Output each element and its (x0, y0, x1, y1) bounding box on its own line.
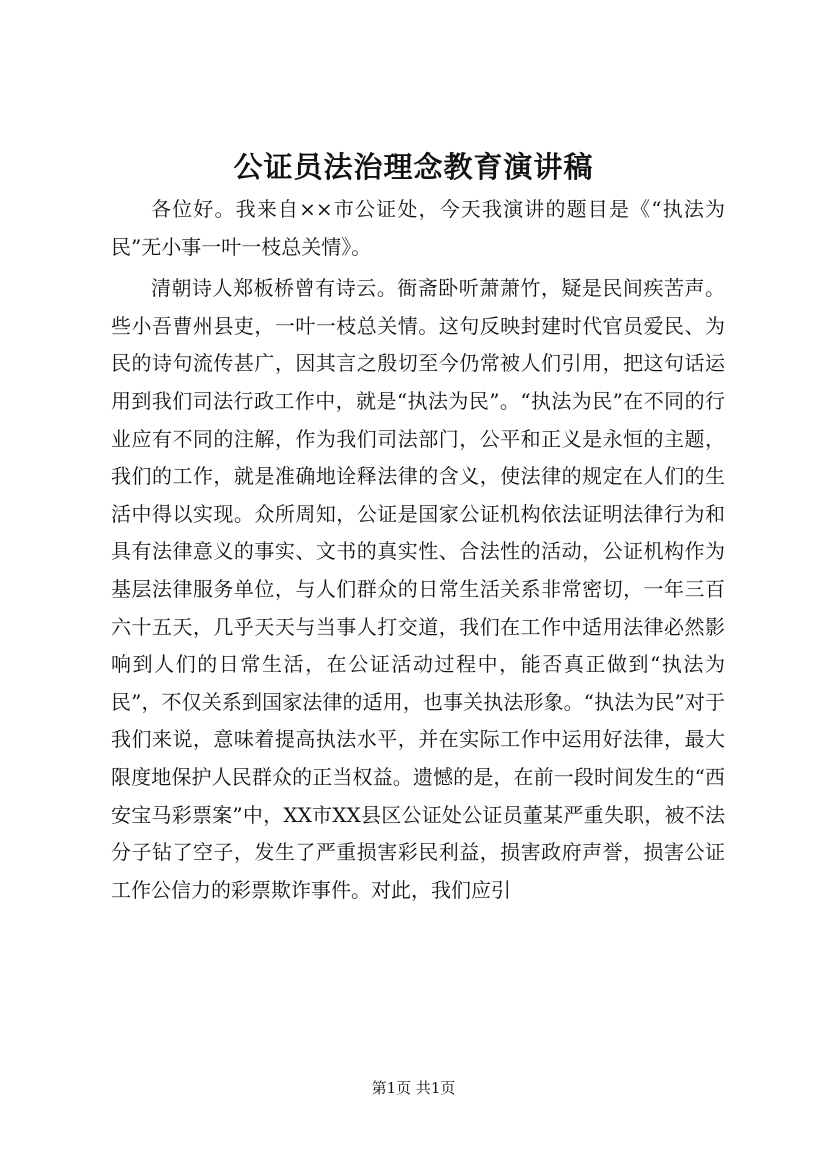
paragraph-greeting: 各位好。我来自××市公证处，今天我演讲的题目是《“执法为民”无小事一叶一枝总关情》。 (111, 197, 725, 259)
document-title: 公证员法治理念教育演讲稿 (233, 150, 594, 184)
page-number-footer: 第1页 共1页 (371, 1079, 456, 1097)
document-body (111, 191, 725, 909)
paragraph-main: 清朝诗人郑板桥曾有诗云。衙斋卧听萧萧竹，疑是民间疾苦声。些小吾曹州县吏，一叶一枝总关情。这句反映封建时代官员爱民、为民的诗句流传甚广，因其言之殷切至今仍常被人们引用，把这句话运用到我们司法行政工作中，就是“执法为民”。“执法为民”在不同的行业应有不同的注解，作为我们司法部门，公平和正义是永恒的主题，我们的工作，就是准确地诠释法律的含义，使法律的规定在人们的生活中得以实现。众所周知，公证是国家公证机构依法证明法律行为和具有法律意义的事实、文书的真实性、合法性的活动，公证机构作为基层法律服务单位，与人们群众的日常生活关系非常密切，一年三百六十五天，几乎天天与当事人打交道，我们在工作中适用法律必然影响到人们的日常生活，在公证活动过程中，能否真正做到“执法为民”，不仅关系到国家法律的适用，也事关执法形象。“执法为民”对于我们来说，意味着提高执法水平，并在实际工作中运用好法律，最大限度地保护人民群众的正当权益。遗憾的是，在前一段时间发生的“西安宝马彩票案”中，XX市XX县区公证处公证员董某严重失职，被不法分子钻了空子，发生了严重损害彩民利益，损害政府声誉，损害公证工作公信力的彩票欺诈事件。对此，我们应引 (111, 276, 725, 902)
